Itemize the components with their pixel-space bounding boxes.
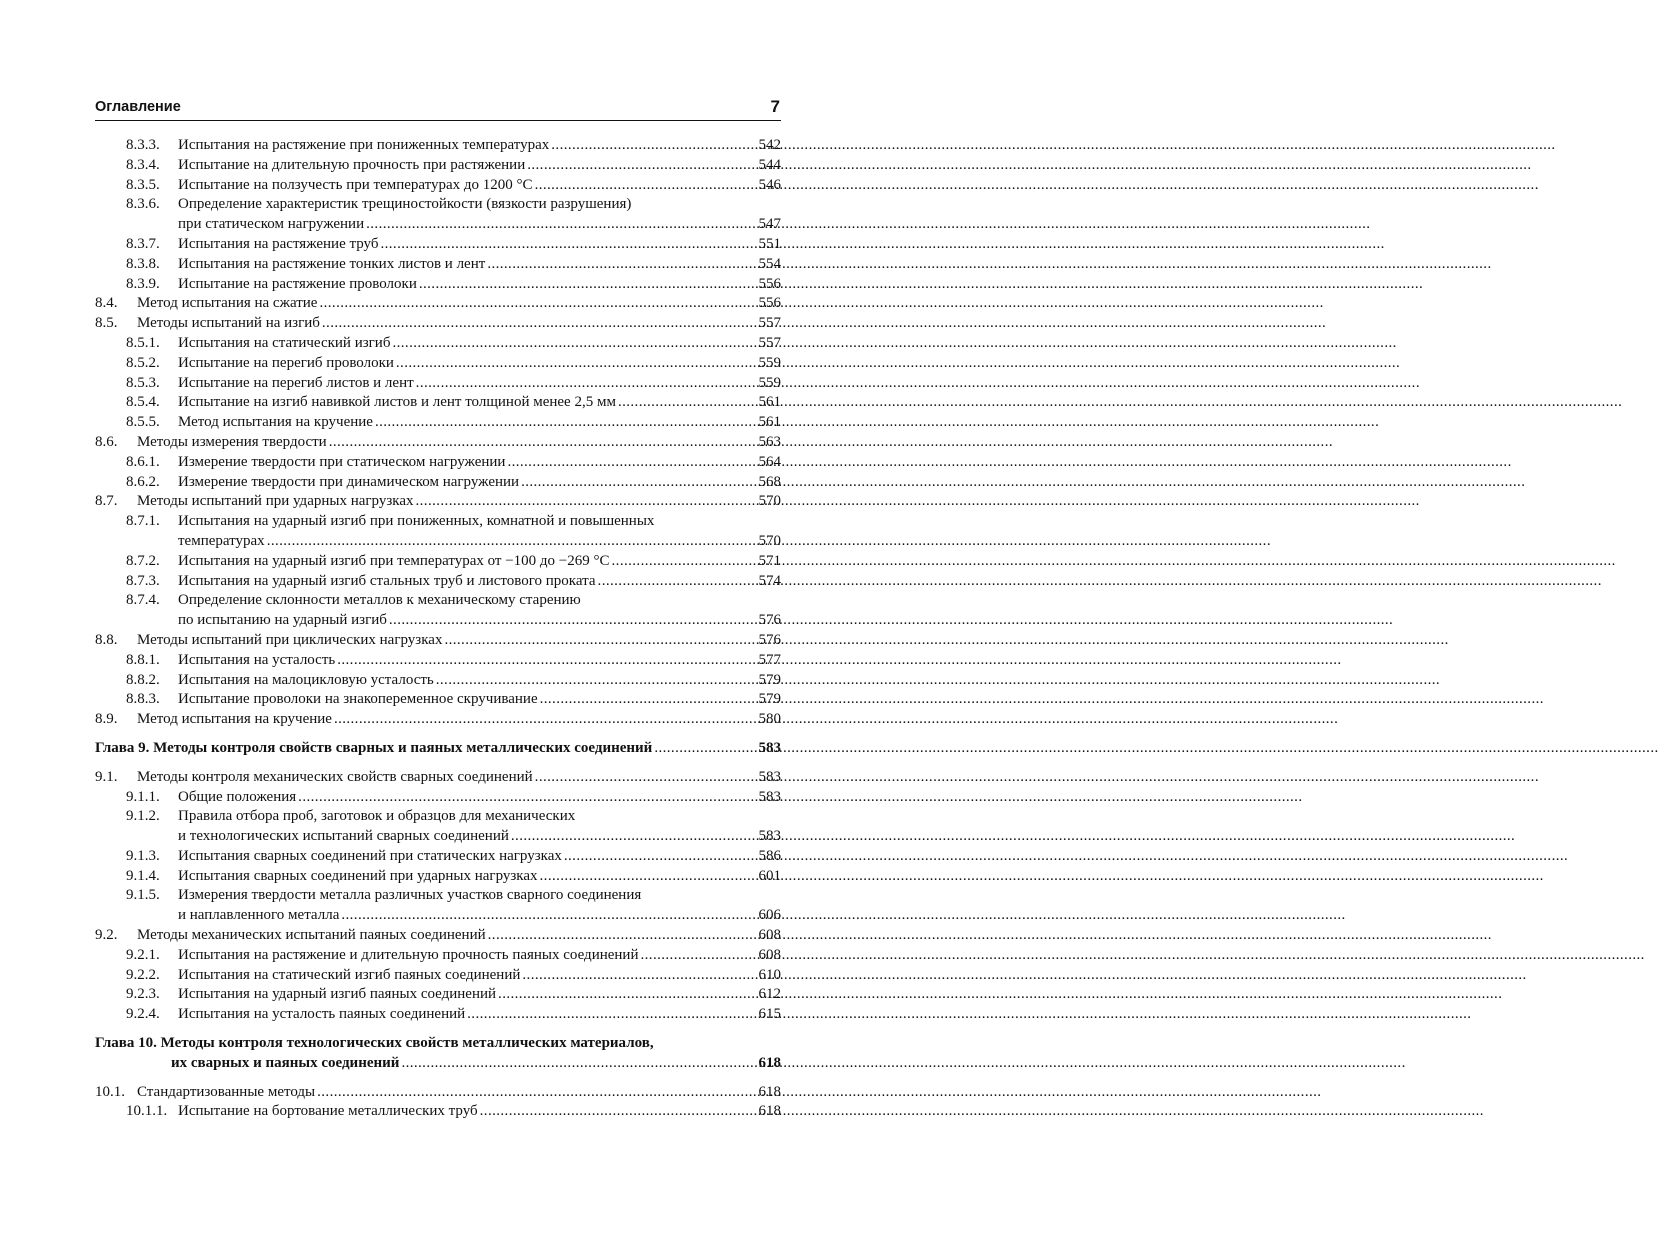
section-page: 557 [758, 334, 781, 351]
toc-entry [95, 651, 781, 671]
section-title: Испытания на усталость паяных соединений [178, 1006, 466, 1023]
section-page: 606 [758, 907, 781, 924]
toc-entry [95, 926, 781, 946]
dot-leader [434, 671, 759, 691]
toc-entry [95, 413, 781, 433]
dot-leader [525, 156, 758, 176]
dot-leader [509, 827, 759, 847]
section-number: 8.5.3. [126, 374, 160, 391]
section-title: Испытания на растяжение при пониженных температурах [178, 137, 550, 153]
section-page: 574 [758, 572, 781, 589]
toc-entry [95, 453, 781, 473]
toc-entry [95, 671, 781, 691]
section-page: 579 [758, 671, 781, 688]
dot-leader [442, 631, 758, 651]
dot-leader [364, 215, 758, 235]
chapter-spacing [95, 1074, 781, 1083]
dot-leader [505, 453, 758, 473]
section-number: 8.3.8. [126, 255, 160, 272]
section-page: 561 [758, 394, 781, 411]
toc-entry [95, 354, 781, 374]
section-number: 8.7.1. [126, 513, 160, 530]
dot-leader [390, 334, 758, 354]
dot-leader [317, 294, 758, 314]
toc-entry-continuation [95, 215, 781, 235]
dot-leader [538, 690, 759, 710]
section-page: 580 [758, 711, 781, 728]
toc-entry [95, 136, 781, 156]
chapter-title: Глава 10. Методы контроля технологических свойств металлических материалов, [95, 1035, 654, 1052]
toc-entry [95, 473, 781, 493]
dot-leader [496, 985, 758, 1005]
section-title: Измерение твердости при статическом нагружении [178, 453, 506, 470]
dot-leader [332, 710, 759, 730]
toc-entry [95, 512, 781, 532]
section-title: Испытание на перегиб проволоки [178, 354, 394, 371]
toc-entry [95, 631, 781, 651]
dot-leader [335, 651, 758, 671]
section-number: 10.1. [95, 1083, 125, 1100]
toc-entry [95, 334, 781, 354]
toc-entry [95, 195, 781, 215]
dot-leader [417, 275, 759, 295]
toc-entry-continuation [95, 827, 781, 847]
section-page: 583 [758, 788, 781, 805]
section-number: 8.5.5. [126, 414, 160, 431]
chapter-title: Глава 9. Методы контроля свойств сварных и паяных металлических соединений [95, 739, 653, 756]
section-page: 610 [758, 966, 781, 983]
section-number: 9.2.1. [126, 946, 160, 963]
section-title: Испытания на растяжение и длительную прочность паяных соединений [178, 946, 639, 963]
dot-leader [465, 1005, 758, 1025]
toc-entry [95, 847, 781, 867]
section-page: 559 [758, 374, 781, 391]
section-page: 556 [758, 275, 781, 292]
section-number: 8.4. [95, 295, 118, 312]
chapter-heading [95, 1034, 781, 1054]
section-title: Испытания на ударный изгиб при пониженных, комнатной и повышенных [178, 513, 655, 530]
section-number: 8.5.2. [126, 354, 160, 371]
section-number: 8.3.6. [126, 196, 160, 213]
section-title: Испытание на бортование металлических труб [178, 1103, 478, 1120]
section-number: 9.2. [95, 927, 118, 944]
section-title: Испытания на статический изгиб [178, 334, 391, 351]
section-number: 9.1.3. [126, 847, 160, 864]
section-number: 8.7.3. [126, 572, 160, 589]
toc-entry [95, 294, 781, 314]
toc-entry [95, 690, 781, 710]
section-title-continuation: температурах [178, 532, 265, 549]
section-page: 618 [758, 1103, 781, 1120]
toc-entry [95, 1005, 781, 1025]
section-title: Методы испытаний на изгиб [137, 315, 320, 332]
section-page: 612 [758, 986, 781, 1003]
section-page: 577 [758, 651, 781, 668]
chapter-spacing [95, 1025, 781, 1034]
toc-entry [95, 156, 781, 176]
dot-leader [265, 532, 759, 552]
section-title: Испытания на усталость [178, 651, 336, 668]
page-number: 7 [770, 97, 780, 116]
dot-leader [533, 176, 759, 196]
section-title: Испытания на ударный изгиб при температурах от −100 до −269 °С [178, 552, 610, 569]
section-page: 615 [758, 1006, 781, 1023]
section-title: Испытание на длительную прочность при растяжении [178, 156, 526, 173]
section-number: 9.2.3. [126, 986, 160, 1003]
section-page: 618 [758, 1083, 781, 1100]
section-number: 9.1. [95, 768, 118, 785]
toc-entry [95, 946, 781, 966]
dot-leader [327, 433, 759, 453]
section-title-continuation: при статическом нагружении [178, 216, 365, 233]
dot-leader [610, 552, 759, 572]
toc-entry [95, 768, 781, 788]
section-number: 8.8.3. [126, 691, 160, 708]
chapter-page: 583 [758, 739, 781, 756]
section-title: Метод испытания на кручение [178, 414, 373, 431]
section-title: Испытания на статический изгиб паяных соединений [178, 966, 521, 983]
section-title: Определение склонности металлов к механическому старению [178, 592, 581, 609]
section-number: 8.5.1. [126, 334, 160, 351]
section-number: 8.9. [95, 711, 118, 728]
dot-leader [533, 768, 759, 788]
section-title-continuation: и наплавленного металла [178, 907, 340, 924]
toc-entry [95, 788, 781, 808]
section-title: Испытание на изгиб навивкой листов и лент толщиной менее 2,5 мм [178, 394, 616, 411]
section-number: 8.3.5. [126, 176, 160, 193]
section-title: Испытание на растяжение проволоки [178, 275, 417, 292]
toc-entry-continuation [95, 906, 781, 926]
section-page: 583 [758, 768, 781, 785]
running-header-title: Оглавление [95, 99, 181, 115]
dot-leader [394, 354, 759, 374]
section-page: 556 [758, 295, 781, 312]
section-title: Испытания сварных соединений при статических нагрузках [178, 847, 562, 864]
toc-entry [95, 552, 781, 572]
dot-leader [485, 255, 758, 275]
section-page: 557 [758, 315, 781, 332]
section-page: 570 [758, 532, 781, 549]
section-title: Измерения твердости металла различных участков сварного соединения [178, 887, 642, 904]
dot-leader [414, 374, 759, 394]
toc-entry [95, 710, 781, 730]
section-number: 9.1.4. [126, 867, 160, 884]
section-number: 8.7.4. [126, 592, 160, 609]
section-page: 542 [758, 137, 781, 153]
section-number: 8.5.4. [126, 394, 160, 411]
toc-entry [95, 966, 781, 986]
section-title: Общие положения [178, 788, 297, 805]
dot-leader [652, 739, 758, 759]
section-title: Методы испытаний при ударных нагрузках [137, 493, 414, 510]
toc-entry [95, 807, 781, 827]
section-number: 8.8.1. [126, 651, 160, 668]
section-title: Правила отбора проб, заготовок и образцов для механических [178, 808, 576, 825]
toc-entry [95, 985, 781, 1005]
chapter-title-continuation: их сварных и паяных соединений [171, 1054, 400, 1071]
section-title: Метод испытания на кручение [137, 711, 332, 728]
section-title: Испытания на растяжение тонких листов и лент [178, 255, 486, 272]
table-of-contents [95, 136, 781, 1122]
section-title-continuation: по испытанию на ударный изгиб [178, 612, 387, 629]
toc-entry [95, 572, 781, 592]
toc-entry [95, 433, 781, 453]
section-page: 554 [758, 255, 781, 272]
section-number: 8.3.3. [126, 137, 160, 153]
section-page: 608 [758, 927, 781, 944]
toc-entry [95, 1102, 781, 1122]
section-number: 8.3.7. [126, 235, 160, 252]
section-page: 576 [758, 631, 781, 648]
dot-leader [320, 314, 759, 334]
section-title: Методы измерения твердости [137, 433, 327, 450]
section-number: 8.7. [95, 493, 118, 510]
section-number: 8.3.4. [126, 156, 160, 173]
section-number: 8.7.2. [126, 552, 160, 569]
section-title: Измерение твердости при динамическом нагружении [178, 473, 520, 490]
section-number: 8.6.1. [126, 453, 160, 470]
toc-entry [95, 176, 781, 196]
dot-leader [520, 966, 758, 986]
toc-entry [95, 591, 781, 611]
section-number: 8.6.2. [126, 473, 160, 490]
dot-leader [616, 393, 759, 413]
section-page: 561 [758, 414, 781, 431]
section-page: 583 [758, 828, 781, 845]
section-title-continuation: и технологических испытаний сварных соединений [178, 828, 509, 845]
section-page: 564 [758, 453, 781, 470]
section-number: 10.1.1. [126, 1103, 168, 1120]
section-page: 601 [758, 867, 781, 884]
section-number: 8.8.2. [126, 671, 160, 688]
chapter-page: 618 [758, 1054, 781, 1071]
section-title: Испытание проволоки на знакопеременное скручивание [178, 691, 538, 708]
dot-leader [549, 136, 758, 156]
toc-entry [95, 255, 781, 275]
section-page: 608 [758, 946, 781, 963]
dot-leader [478, 1102, 759, 1122]
dot-leader [414, 492, 759, 512]
dot-leader [296, 788, 758, 808]
dot-leader [339, 906, 758, 926]
section-title: Методы механических испытаний паяных соединений [137, 927, 486, 944]
dot-leader [387, 611, 759, 631]
dot-leader [639, 946, 759, 966]
section-title: Метод испытания на сжатие [137, 295, 318, 312]
toc-entry [95, 275, 781, 295]
section-number: 9.2.4. [126, 1006, 160, 1023]
section-title: Испытания на малоцикловую усталость [178, 671, 434, 688]
chapter-heading [95, 739, 781, 759]
dot-leader [378, 235, 758, 255]
section-number: 8.3.9. [126, 275, 160, 292]
section-number: 8.6. [95, 433, 118, 450]
section-number: 9.1.2. [126, 808, 160, 825]
toc-entry [95, 867, 781, 887]
section-page: 586 [758, 847, 781, 864]
section-page: 563 [758, 433, 781, 450]
section-title: Испытание на ползучесть при температурах до 1200 °С [178, 176, 533, 193]
section-title: Испытания на растяжение труб [178, 235, 379, 252]
dot-leader [315, 1083, 758, 1103]
section-page: 547 [758, 216, 781, 233]
section-title: Определение характеристик трещиностойкости (вязкости разрушения) [178, 196, 632, 213]
dot-leader [373, 413, 759, 433]
running-header [95, 94, 781, 121]
toc-entry-continuation [95, 611, 781, 631]
section-page: 579 [758, 691, 781, 708]
section-page: 568 [758, 473, 781, 490]
section-page: 571 [758, 552, 781, 569]
chapter-heading-continuation [95, 1054, 781, 1074]
toc-entry [95, 235, 781, 255]
section-page: 576 [758, 612, 781, 629]
section-title: Испытания на ударный изгиб стальных труб и листового проката [178, 572, 596, 589]
section-title: Испытания сварных соединений при ударных нагрузках [178, 867, 538, 884]
toc-entry [95, 492, 781, 512]
dot-leader [596, 572, 759, 592]
dot-leader [399, 1054, 758, 1074]
toc-entry [95, 374, 781, 394]
toc-entry [95, 886, 781, 906]
section-number: 9.1.1. [126, 788, 160, 805]
section-page: 559 [758, 354, 781, 371]
section-page: 546 [758, 176, 781, 193]
section-page: 570 [758, 493, 781, 510]
section-number: 9.2.2. [126, 966, 160, 983]
section-number: 8.5. [95, 315, 118, 332]
toc-entry [95, 393, 781, 413]
dot-leader [519, 473, 758, 493]
section-number: 9.1.5. [126, 887, 160, 904]
toc-entry [95, 1083, 781, 1103]
toc-entry [95, 314, 781, 334]
section-title: Испытание на перегиб листов и лент [178, 374, 414, 391]
toc-entry-continuation [95, 532, 781, 552]
section-title: Стандартизованные методы [137, 1083, 316, 1100]
chapter-spacing [95, 730, 781, 739]
section-page: 551 [758, 235, 781, 252]
section-title: Методы контроля механических свойств сварных соединений [137, 768, 533, 785]
dot-leader [486, 926, 759, 946]
dot-leader [538, 867, 759, 887]
dot-leader [562, 847, 759, 867]
section-page: 544 [758, 156, 781, 173]
section-title: Методы испытаний при циклических нагрузках [137, 631, 443, 648]
section-title: Испытания на ударный изгиб паяных соединений [178, 986, 497, 1003]
chapter-spacing [95, 759, 781, 768]
section-number: 8.8. [95, 631, 118, 648]
